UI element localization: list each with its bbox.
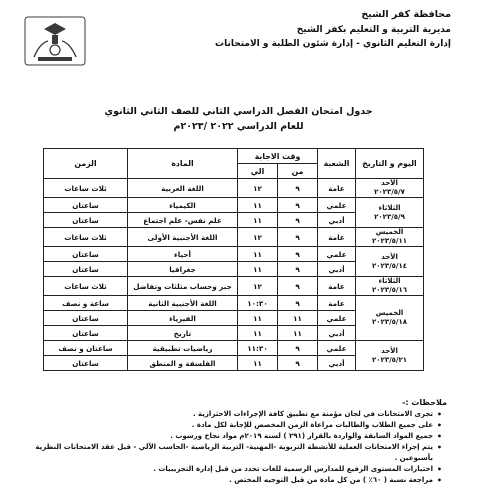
table-row [44, 179, 424, 198]
subject-cell: الفلسفة و المنطق [128, 356, 238, 371]
table-row [44, 228, 424, 247]
header-division: الشعبة [318, 149, 356, 179]
duration-cell: ثلاث ساعات [44, 228, 128, 247]
to-cell: ١١ [238, 356, 278, 371]
subject-cell: علم نفس- علم اجتماع [128, 213, 238, 228]
division-cell: علمي [318, 247, 356, 262]
header [151, 8, 451, 52]
from-cell: ٩ [278, 198, 318, 213]
subject-cell: جغرافيا [128, 262, 238, 277]
duration-cell: ثلاث ساعات [44, 179, 128, 198]
from-cell: ٩ [278, 262, 318, 277]
subject-cell: اللغة الأجنبية الثانية [128, 296, 238, 311]
from-cell: ٩ [278, 341, 318, 356]
day-cell: الأحد ٢٠٢٣/٥/١٤ [356, 247, 424, 277]
from-cell: ٩ [278, 277, 318, 296]
from-cell: ١١ [278, 326, 318, 341]
from-cell: ٩ [278, 213, 318, 228]
day-cell: الخميس ٢٠٢٣/٥/١١ [356, 228, 424, 247]
header-duration: الزمن [44, 149, 128, 179]
from-cell: ١١ [278, 311, 318, 326]
note-item: • جميع المواد السابقة والواردة بالقرار (٢٩١ ) لسنة ٢٠١٩م مواد نجاح ورسوب . [27, 431, 433, 442]
notes-section [27, 398, 447, 486]
to-cell: ١١ [238, 198, 278, 213]
administration-name: إدارة التعليم الثانوي - إدارة شئون الطلبة و الامتحانات [215, 39, 451, 49]
table-row [44, 247, 424, 262]
division-cell: أدبي [318, 262, 356, 277]
duration-cell: ساعتان [44, 198, 128, 213]
to-cell: ١١ [238, 311, 278, 326]
to-cell: ١١ [238, 326, 278, 341]
table-row [44, 277, 424, 296]
header-answer-time: وقت الاجابة [238, 149, 318, 164]
directorate-name: مديرية التربية و التعليم بكفر الشيخ [296, 24, 451, 35]
division-cell: عامة [318, 296, 356, 311]
duration-cell: ساعتان [44, 262, 128, 277]
to-cell: ١٠:٣٠ [238, 296, 278, 311]
exam-schedule-table [43, 148, 424, 371]
to-cell: ١١ [238, 213, 278, 228]
subject-cell: أحياء [128, 247, 238, 262]
header-from: من [278, 164, 318, 179]
from-cell: ٩ [278, 228, 318, 247]
note-item: • اختبارات المستوى الرفيع للمدارس الرسمية للغات تحدد من قبل إدارة التجريبيات . [27, 464, 433, 475]
notes-list [27, 409, 447, 486]
header-subject: المادة [128, 149, 238, 179]
division-cell: عامة [318, 228, 356, 247]
note-item: • على جميع الطلاب والطالبات مراعاة الزمن المخصص للإجابة لكل مادة . [27, 420, 433, 431]
subject-cell: اللغة العربية [128, 179, 238, 198]
subject-cell: تاريخ [128, 326, 238, 341]
ministry-logo-icon [22, 13, 88, 71]
subject-cell: جبر وحساب مثلثات وتفاضل [128, 277, 238, 296]
division-cell: أدبي [318, 326, 356, 341]
table-header-row [44, 149, 424, 164]
from-cell: ٩ [278, 296, 318, 311]
from-cell: ٩ [278, 356, 318, 371]
schedule-title: جدول امتحان الفصل الدراسي الثاني للصف الثاني الثانوي [104, 106, 373, 117]
note-item: • تجرى الامتحانات في لجان مؤمنة مع تطبيق كافة الإجراءات الاحترازية . [27, 409, 433, 420]
duration-cell: ساعتان [44, 326, 128, 341]
academic-year: للعام الدراسي ٢٠٢٢ /٢٠٢٣م [173, 121, 304, 132]
duration-cell: ساعتان [44, 247, 128, 262]
duration-cell: ساعتان [44, 311, 128, 326]
duration-cell: ساعة و نصف [44, 296, 128, 311]
to-cell: ١٢ [238, 228, 278, 247]
note-item: • يتم إجراء الامتحانات العملية للأنشطة التربوية -المهنية- التربية الرياضية -الحاسب الآلي - قبل عقد الامتحانات النظرية بأسبوعين . [27, 442, 433, 464]
note-item: • مراجعة نسبة ( ٦٠٪ ) من كل مادة من قبل التوجيه المختص . [27, 475, 433, 486]
notes-heading: ملاحظات :- [402, 398, 447, 407]
duration-cell: ساعتان [44, 356, 128, 371]
subject-cell: الكيمياء [128, 198, 238, 213]
table-row [44, 341, 424, 356]
to-cell: ١١:٣٠ [238, 341, 278, 356]
day-cell: الأحد ٢٠٢٣/٥/٢١ [356, 341, 424, 371]
subject-cell: اللغة الأجنبية الأولى [128, 228, 238, 247]
to-cell: ١١ [238, 262, 278, 277]
subject-cell: الفيزياء [128, 311, 238, 326]
duration-cell: ساعتان [44, 213, 128, 228]
header-day-date: اليوم و التاريخ [356, 149, 424, 179]
division-cell: عامة [318, 179, 356, 198]
header-to: الي [238, 164, 278, 179]
from-cell: ٩ [278, 247, 318, 262]
from-cell: ٩ [278, 179, 318, 198]
to-cell: ١١ [238, 247, 278, 262]
division-cell: عامة [318, 277, 356, 296]
day-cell: الأحد ٢٠٢٣/٥/٧ [356, 179, 424, 198]
duration-cell: ثلاث ساعات [44, 277, 128, 296]
division-cell: علمي [318, 311, 356, 326]
governorate-name: محافظة كفر الشيخ [361, 9, 451, 20]
day-cell: الثلاثاء ٢٠٢٣/٥/٩ [356, 198, 424, 228]
division-cell: علمي [318, 341, 356, 356]
table-row [44, 296, 424, 311]
table-row [44, 198, 424, 213]
subject-cell: رياضيات تطبيقية [128, 341, 238, 356]
division-cell: أدبي [318, 356, 356, 371]
division-cell: أدبي [318, 213, 356, 228]
day-cell: الثلاثاء ٢٠٢٣/٥/١٦ [356, 277, 424, 296]
division-cell: علمي [318, 198, 356, 213]
day-cell: الخميس ٢٠٢٣/٥/١٨ [356, 296, 424, 341]
duration-cell: ساعتان و نصف [44, 341, 128, 356]
to-cell: ١٢ [238, 179, 278, 198]
to-cell: ١٢ [238, 277, 278, 296]
